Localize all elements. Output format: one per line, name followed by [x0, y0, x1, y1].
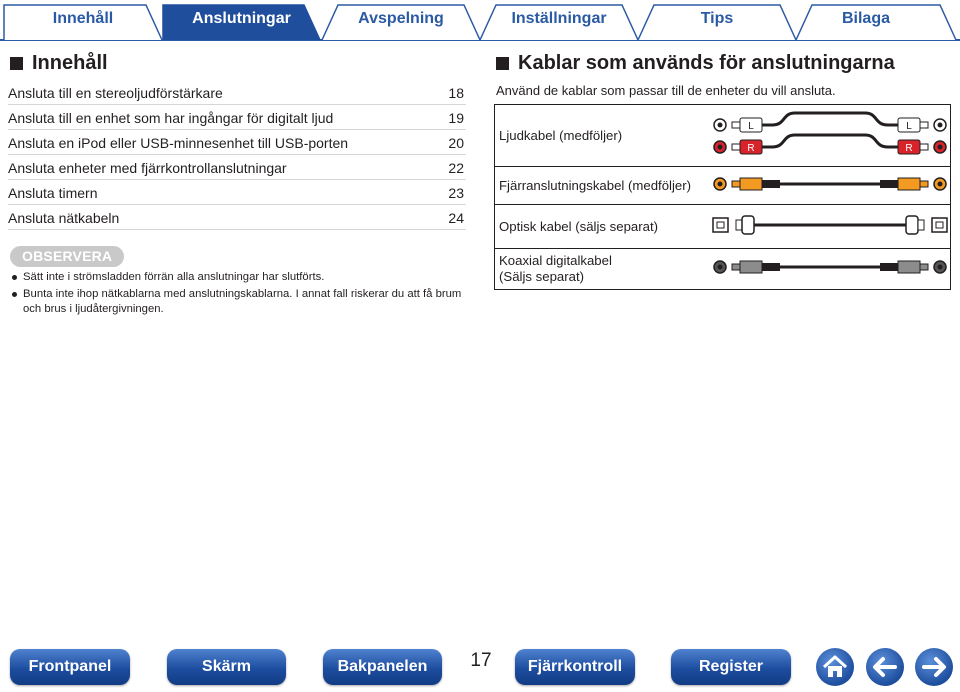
- contents-item[interactable]: [8, 80, 466, 105]
- arrow-right-icon: [915, 648, 953, 686]
- contents-item[interactable]: [8, 205, 466, 230]
- optical-cable-icon: [710, 205, 950, 245]
- skarm-button[interactable]: Skärm: [167, 649, 286, 685]
- contents-item-page: 20: [448, 135, 464, 151]
- home-icon: [816, 648, 854, 686]
- contents-item-label: Ansluta till en enhet som har ingångar för digitalt ljud: [8, 110, 334, 126]
- bakpanelen-button[interactable]: Bakpanelen: [323, 649, 442, 685]
- frontpanel-button[interactable]: Frontpanel: [10, 649, 130, 685]
- observera-badge: OBSERVERA: [10, 246, 124, 267]
- contents-item-page: 19: [448, 110, 464, 126]
- observera-notes: [10, 270, 466, 319]
- contents-item[interactable]: [8, 155, 466, 180]
- contents-item-page: 18: [448, 85, 464, 101]
- coaxial-cable-icon: [710, 249, 950, 285]
- audio-cable-icon: [710, 105, 950, 163]
- fjarrkontroll-button[interactable]: Fjärrkontroll: [515, 649, 635, 685]
- cable-label-line2: (Säljs separat): [499, 269, 585, 284]
- contents-item-page: 24: [448, 210, 464, 226]
- cables-table: [494, 104, 951, 290]
- cables-heading: [496, 52, 895, 75]
- home-button[interactable]: [816, 648, 854, 686]
- contents-item[interactable]: [8, 180, 466, 205]
- coaxial-cable-illustration: [710, 249, 951, 290]
- plug-label-r: R: [905, 143, 913, 154]
- cable-label: Fjärranslutningskabel (medföljer): [495, 167, 711, 205]
- contents-item-page: 23: [448, 185, 464, 201]
- cables-heading-text: Kablar som används för anslutningarna: [518, 52, 895, 74]
- tab-anslutningar[interactable]: Anslutningar: [192, 10, 291, 27]
- contents-item-label: Ansluta enheter med fjärrkontrollanslutningar: [8, 160, 287, 176]
- contents-heading-text: Innehåll: [32, 52, 108, 74]
- note-item: Sätt inte i strömsladden förrän alla anslutningar har slutförts.: [10, 270, 466, 285]
- optical-cable-illustration: [710, 205, 951, 249]
- tab-tips[interactable]: Tips: [700, 10, 734, 27]
- arrow-left-icon: [866, 648, 904, 686]
- cable-label-line1: Koaxial digitalkabel: [499, 253, 612, 268]
- remote-cable-illustration: [710, 167, 951, 205]
- contents-item-page: 22: [448, 160, 464, 176]
- tab-avspelning[interactable]: Avspelning: [358, 10, 444, 27]
- plug-label-l: L: [748, 121, 754, 132]
- contents-list: [8, 80, 466, 230]
- remote-cable-icon: [710, 167, 950, 201]
- cable-row-optical: [495, 205, 951, 249]
- contents-item[interactable]: [8, 130, 466, 155]
- square-bullet-icon: [496, 57, 509, 70]
- cable-row-remote: [495, 167, 951, 205]
- cable-label: Ljudkabel (medföljer): [495, 105, 711, 167]
- contents-item-label: Ansluta timern: [8, 185, 98, 201]
- forward-button[interactable]: [915, 648, 953, 686]
- cable-row-audio: [495, 105, 951, 167]
- note-item: Bunta inte ihop nätkablarna med anslutningskablarna. I annat fall riskerar du att få brum och brus i ljudåtergivningen.: [10, 287, 466, 317]
- contents-item-label: Ansluta till en stereoljudförstärkare: [8, 85, 223, 101]
- contents-item-label: Ansluta en iPod eller USB-minnesenhet till USB-porten: [8, 135, 349, 151]
- tab-bar: [0, 0, 960, 44]
- cable-row-coaxial: [495, 249, 951, 290]
- page-number: 17: [470, 650, 492, 671]
- back-button[interactable]: [866, 648, 904, 686]
- tab-bilaga[interactable]: Bilaga: [841, 10, 890, 27]
- contents-item-label: Ansluta nätkabeln: [8, 210, 120, 226]
- plug-label-l: L: [906, 121, 912, 132]
- plug-label-r: R: [747, 143, 755, 154]
- cable-label: [495, 249, 711, 290]
- audio-cable-illustration: [710, 105, 951, 167]
- square-bullet-icon: [10, 57, 23, 70]
- tab-installningar[interactable]: Inställningar: [511, 10, 607, 27]
- contents-heading: [10, 52, 108, 75]
- tab-innehall[interactable]: Innehåll: [52, 10, 114, 27]
- cables-intro: Använd de kablar som passar till de enheter du vill ansluta.: [496, 83, 836, 98]
- register-button[interactable]: Register: [671, 649, 791, 685]
- contents-item[interactable]: [8, 105, 466, 130]
- cable-label: Optisk kabel (säljs separat): [495, 205, 711, 249]
